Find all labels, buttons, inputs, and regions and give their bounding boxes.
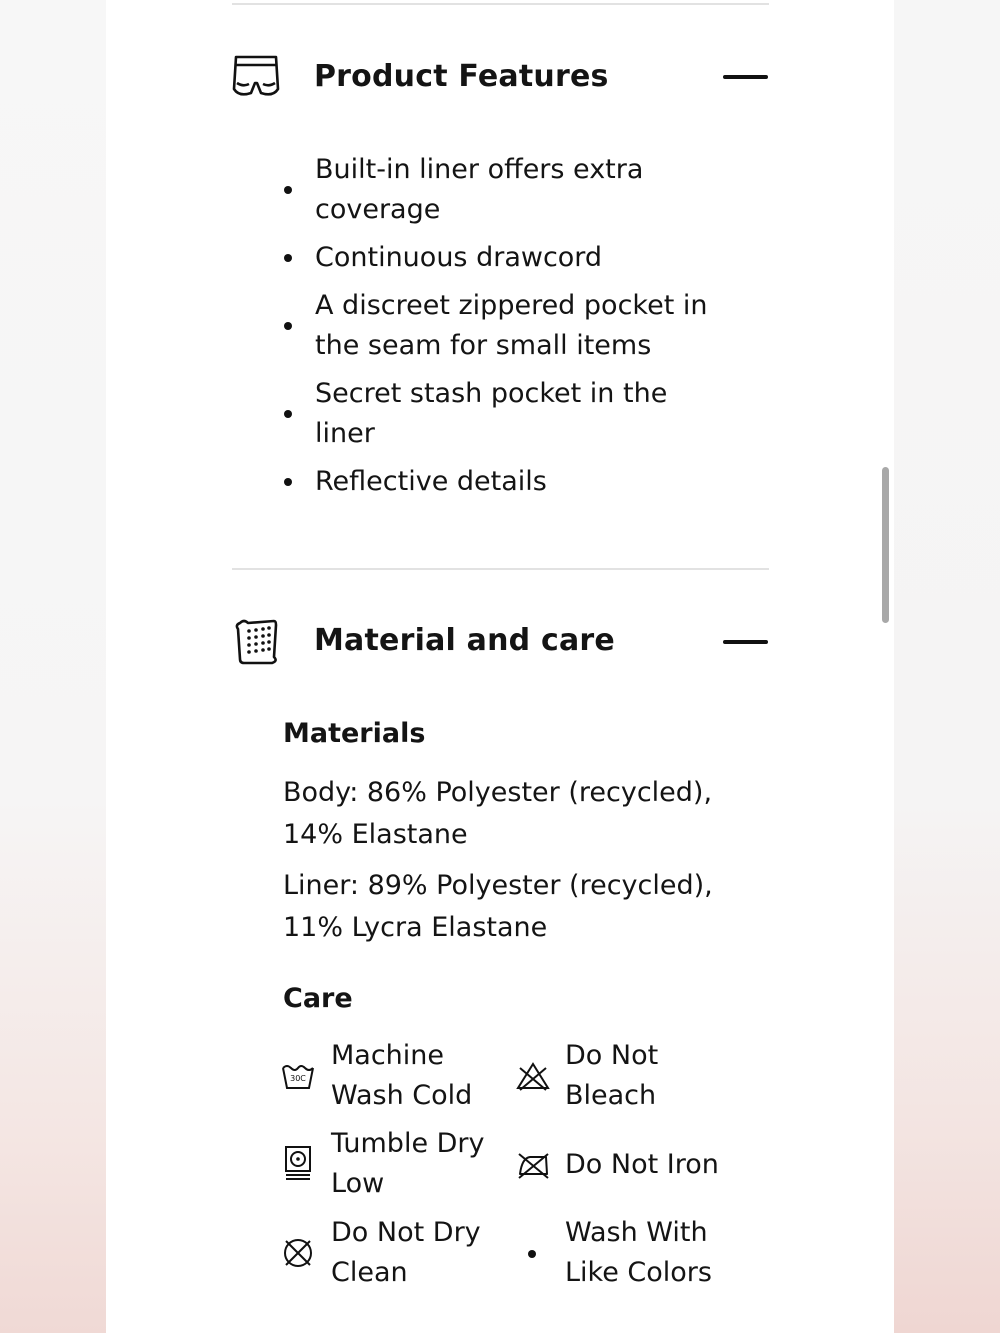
list-item: A discreet zippered pocket in the seam for small items [280, 286, 720, 366]
features-list [280, 150, 720, 510]
list-item: Reflective details [280, 462, 720, 502]
body-material-line1: Body: 86% Polyester (recycled), [283, 777, 713, 808]
bullet-dot-icon [284, 478, 292, 486]
care-label: Machine [331, 1040, 445, 1071]
material-care-title: Material and care [314, 623, 615, 658]
scrollbar-thumb[interactable] [882, 467, 889, 623]
background-right [894, 0, 1000, 1333]
care-label: Wash Cold [331, 1080, 473, 1111]
list-item: Built-in liner offers extra coverage [280, 150, 720, 230]
list-item: Continuous drawcord [280, 238, 720, 278]
fabric-swatch-icon [232, 617, 282, 667]
wash-30c-icon [281, 1060, 315, 1094]
top-divider [232, 3, 769, 5]
bullet-dot-icon [284, 186, 292, 194]
care-label: Do Not Iron [565, 1149, 719, 1180]
care-label: Bleach [565, 1080, 657, 1111]
materials-heading: Materials [283, 718, 426, 749]
background-left [0, 0, 106, 1333]
tumble-dry-low-icon [283, 1145, 313, 1181]
product-features-title: Product Features [314, 59, 609, 94]
care-label: Like Colors [565, 1257, 712, 1288]
care-label: Wash With [565, 1217, 708, 1248]
care-label: Clean [331, 1257, 408, 1288]
care-label: Tumble Dry [331, 1128, 485, 1159]
minus-icon [723, 640, 768, 644]
care-label: Do Not Dry [331, 1217, 481, 1248]
list-item: Secret stash pocket in the liner [280, 374, 720, 454]
shorts-icon [231, 53, 281, 103]
care-label: Low [331, 1168, 385, 1199]
do-not-iron-icon [516, 1148, 550, 1182]
bullet-dot-icon [284, 322, 292, 330]
bullet-dot-icon [528, 1250, 536, 1258]
section-divider [232, 568, 769, 570]
do-not-dry-clean-icon [281, 1236, 315, 1270]
care-label: Do Not [565, 1040, 659, 1071]
collapse-material-button[interactable] [723, 627, 768, 657]
body-material-line2: 14% Elastane [283, 819, 468, 850]
bullet-dot-icon [284, 254, 292, 262]
bullet-dot-icon [284, 410, 292, 418]
do-not-bleach-icon [516, 1060, 550, 1094]
svg-text:30C: 30C [290, 1074, 306, 1083]
minus-icon [723, 75, 768, 79]
care-heading: Care [283, 983, 353, 1014]
liner-material-line2: 11% Lycra Elastane [283, 912, 548, 943]
liner-material-line1: Liner: 89% Polyester (recycled), [283, 870, 713, 901]
collapse-features-button[interactable] [723, 62, 768, 92]
